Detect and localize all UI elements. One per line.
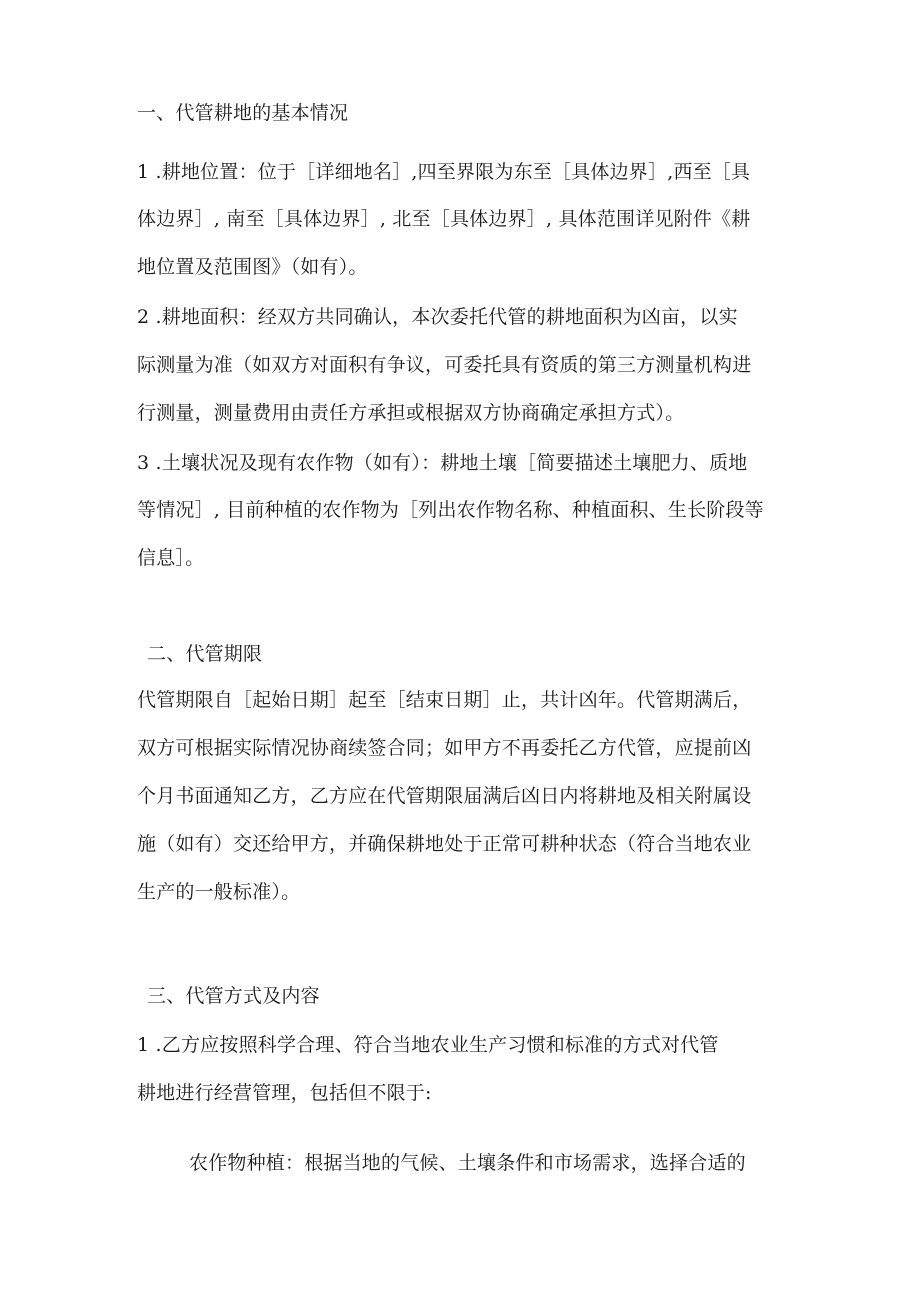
section-1-item-3-line-3: 信息］。: [137, 547, 205, 569]
section-2-line-1: 代管期限自［起始日期］起至［结束日期］止，共计凶年。代管期满后，: [137, 689, 752, 711]
section-1-item-3-line-1: 3 .土壤状况及现有农作物（如有）：耕地土壤［简要描述土壤肥力、质地: [137, 452, 748, 474]
section-1-item-3-line-2: 等情况］, 目前种植的农作物为［列出农作物名称、种植面积、生长阶段等: [137, 499, 764, 521]
section-3-item-1-line-1: 1 .乙方应按照科学合理、符合当地农业生产习惯和标准的方式对代管: [137, 1034, 719, 1056]
section-3-heading: 三、代管方式及内容: [147, 985, 320, 1007]
section-2-line-3: 个月书面通知乙方，乙方应在代管期限届满后凶日内将耕地及相关附属设: [137, 785, 752, 807]
section-1-item-2-line-1: 2 .耕地面积：经双方共同确认，本次委托代管的耕地面积为凶亩，以实: [137, 306, 738, 328]
section-1-heading: 一、代管耕地的基本情况: [137, 102, 349, 124]
section-1-item-1-line-2: 体边界］, 南至［具体边界］, 北至［具体边界］, 具体范围详见附件《耕: [137, 208, 751, 230]
section-1-item-1-line-3: 地位置及范围图》（如有）。: [137, 256, 368, 278]
section-2-line-5: 生产的一般标准）。: [137, 881, 301, 903]
section-2-line-4: 施（如有）交还给甲方，并确保耕地处于正常可耕种状态（符合当地农业: [137, 833, 752, 855]
section-1-item-2-line-2: 际测量为准（如双方对面积有争议，可委托具有资质的第三方测量机构进: [137, 354, 752, 376]
section-1-item-2-line-3: 行测量，测量费用由责任方承担或根据双方协商确定承担方式）。: [137, 402, 685, 424]
section-2-line-2: 双方可根据实际情况协商续签合同；如甲方不再委托乙方代管，应提前凶: [137, 737, 752, 759]
section-1-item-1-line-1: 1 .耕地位置：位于［详细地名］,四至界限为东至［具体边界］,西至［具: [137, 161, 751, 183]
section-2-heading: 二、代管期限: [147, 643, 263, 665]
section-3-item-1-line-2: 耕地进行经营管理，包括但不限于:: [137, 1082, 432, 1104]
section-3-sub-item-1: 农作物种植：根据当地的气候、土壤条件和市场需求，选择合适的: [189, 1152, 746, 1174]
